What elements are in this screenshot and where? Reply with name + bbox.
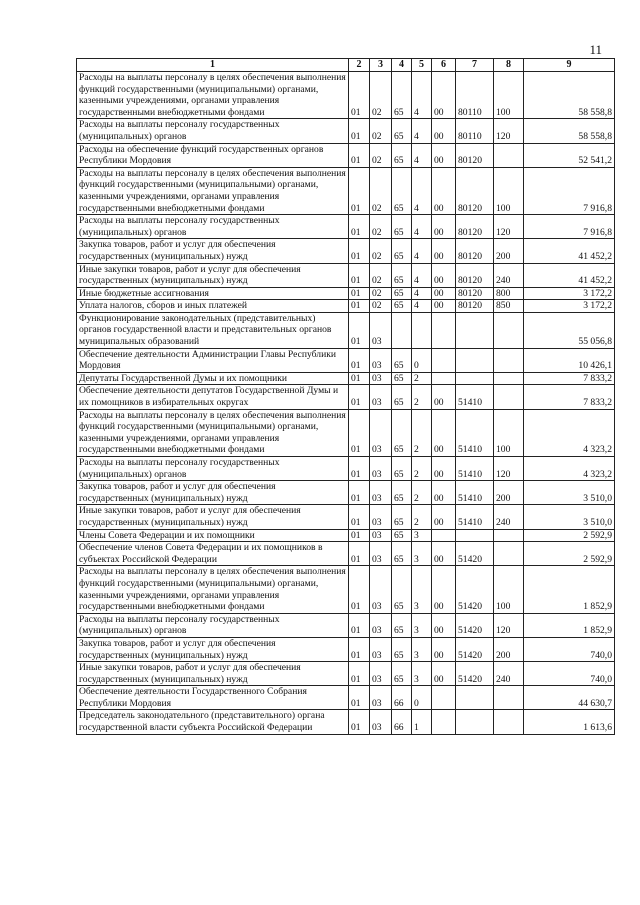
program-code-cell: 65 [392,143,412,167]
program-code-cell: 65 [392,481,412,505]
direction-code-cell: 80110 [456,72,494,119]
main-event-code-cell [432,372,456,385]
amount-cell: 3 172,2 [524,287,615,300]
direction-code-cell: 80120 [456,167,494,214]
row-name-cell: Расходы на выплаты персоналу государственных (муниципальных) органов [77,215,349,239]
subprogram-code-cell: 4 [412,300,432,313]
main-event-code-cell [432,348,456,372]
column-header: 4 [392,59,412,72]
table-row [77,566,615,613]
row-name-cell: Иные закупки товаров, работ и услуг для обеспечения государственных (муниципальных) нужд [77,505,349,529]
subprogram-code-cell: 3 [412,662,432,686]
program-code-cell: 65 [392,72,412,119]
amount-cell: 7 916,8 [524,215,615,239]
section-code-cell: 01 [349,312,370,348]
section-code-cell: 01 [349,542,370,566]
subsection-code-cell: 03 [370,529,392,542]
program-code-cell: 65 [392,566,412,613]
table-row [77,710,615,734]
table-row [77,263,615,287]
amount-cell: 52 541,2 [524,143,615,167]
table-row [77,167,615,214]
subsection-code-cell: 03 [370,662,392,686]
main-event-code-cell: 00 [432,287,456,300]
subsection-code-cell: 03 [370,372,392,385]
main-event-code-cell: 00 [432,119,456,143]
program-code-cell: 65 [392,542,412,566]
section-code-cell: 01 [349,613,370,637]
expense-type-cell [494,143,524,167]
main-event-code-cell: 00 [432,637,456,661]
column-header: 6 [432,59,456,72]
direction-code-cell: 80120 [456,263,494,287]
subprogram-code-cell: 4 [412,239,432,263]
subsection-code-cell: 03 [370,542,392,566]
subprogram-code-cell: 4 [412,72,432,119]
section-code-cell: 01 [349,239,370,263]
row-name-cell: Расходы на выплаты персоналу государственных (муниципальных) органов [77,457,349,481]
table-row [77,287,615,300]
row-name-cell: Обеспечение деятельности депутатов Государственной Думы и их помощников в избирательных округах [77,385,349,409]
budget-table [76,58,615,735]
table-row [77,372,615,385]
row-name-cell: Обеспечение членов Совета Федерации и их помощников в субъектах Российской Федерации [77,542,349,566]
subsection-code-cell: 02 [370,167,392,214]
expense-type-cell: 800 [494,287,524,300]
expense-type-cell: 120 [494,613,524,637]
main-event-code-cell: 00 [432,72,456,119]
table-row [77,348,615,372]
table-row [77,239,615,263]
direction-code-cell: 51410 [456,409,494,456]
amount-cell: 7 833,2 [524,372,615,385]
program-code-cell: 66 [392,710,412,734]
amount-cell: 4 323,2 [524,409,615,456]
subprogram-code-cell: 4 [412,119,432,143]
page-number: 11 [589,42,602,57]
program-code-cell: 65 [392,300,412,313]
expense-type-cell [494,542,524,566]
amount-cell: 1 852,9 [524,613,615,637]
amount-cell: 3 510,0 [524,481,615,505]
row-name-cell: Уплата налогов, сборов и иных платежей [77,300,349,313]
expense-type-cell: 200 [494,637,524,661]
program-code-cell: 65 [392,385,412,409]
section-code-cell: 01 [349,300,370,313]
expense-type-cell: 240 [494,505,524,529]
expense-type-cell: 200 [494,481,524,505]
table-row [77,529,615,542]
subsection-code-cell: 03 [370,385,392,409]
column-header: 3 [370,59,392,72]
table-row [77,385,615,409]
subprogram-code-cell: 4 [412,143,432,167]
amount-cell: 3 510,0 [524,505,615,529]
row-name-cell: Председатель законодательного (представительного) органа государственной власти субъекта Российской Федерации [77,710,349,734]
table-row [77,542,615,566]
subsection-code-cell: 03 [370,686,392,710]
program-code-cell: 66 [392,686,412,710]
direction-code-cell: 80120 [456,239,494,263]
row-name-cell: Закупка товаров, работ и услуг для обеспечения государственных (муниципальных) нужд [77,481,349,505]
amount-cell: 740,0 [524,662,615,686]
table-row [77,312,615,348]
subsection-code-cell: 03 [370,613,392,637]
program-code-cell: 65 [392,662,412,686]
expense-type-cell [494,710,524,734]
direction-code-cell [456,710,494,734]
table-header-row [77,59,615,72]
expense-type-cell: 200 [494,239,524,263]
main-event-code-cell: 00 [432,613,456,637]
subprogram-code-cell: 3 [412,529,432,542]
row-name-cell: Расходы на выплаты персоналу в целях обеспечения выполнения функций государственными (муниципальными) органами, казенными учреждениями, органами управления государственными внебюджетными фондами [77,72,349,119]
amount-cell: 10 426,1 [524,348,615,372]
direction-code-cell: 51410 [456,385,494,409]
program-code-cell: 65 [392,505,412,529]
expense-type-cell [494,385,524,409]
program-code-cell: 65 [392,239,412,263]
subprogram-code-cell: 2 [412,409,432,456]
amount-cell: 4 323,2 [524,457,615,481]
expense-type-cell: 850 [494,300,524,313]
subprogram-code-cell: 3 [412,613,432,637]
row-name-cell: Члены Совета Федерации и их помощники [77,529,349,542]
program-code-cell: 65 [392,348,412,372]
main-event-code-cell [432,529,456,542]
subsection-code-cell: 03 [370,409,392,456]
table-row [77,300,615,313]
main-event-code-cell: 00 [432,409,456,456]
row-name-cell: Обеспечение деятельности Государственного Собрания Республики Мордовия [77,686,349,710]
subsection-code-cell: 02 [370,72,392,119]
row-name-cell: Расходы на выплаты персоналу в целях обеспечения выполнения функций государственными (муниципальными) органами, казенными учреждениями, органами управления государственными внебюджетными фондами [77,566,349,613]
section-code-cell: 01 [349,372,370,385]
subprogram-code-cell: 4 [412,215,432,239]
row-name-cell: Расходы на выплаты персоналу государственных (муниципальных) органов [77,613,349,637]
program-code-cell: 65 [392,409,412,456]
direction-code-cell [456,529,494,542]
row-name-cell: Расходы на обеспечение функций государственных органов Республики Мордовия [77,143,349,167]
column-header: 7 [456,59,494,72]
subsection-code-cell: 03 [370,505,392,529]
expense-type-cell: 100 [494,409,524,456]
program-code-cell: 65 [392,457,412,481]
direction-code-cell [456,312,494,348]
subsection-code-cell: 02 [370,119,392,143]
subsection-code-cell: 02 [370,143,392,167]
row-name-cell: Закупка товаров, работ и услуг для обеспечения государственных (муниципальных) нужд [77,239,349,263]
main-event-code-cell: 00 [432,662,456,686]
subprogram-code-cell: 2 [412,372,432,385]
direction-code-cell: 51410 [456,457,494,481]
subsection-code-cell: 02 [370,263,392,287]
expense-type-cell: 120 [494,457,524,481]
program-code-cell: 65 [392,263,412,287]
amount-cell: 2 592,9 [524,542,615,566]
row-name-cell: Функционирование законодательных (представительных) органов государственной власти и представительных органов муниципальных образований [77,312,349,348]
expense-type-cell: 240 [494,662,524,686]
direction-code-cell [456,348,494,372]
main-event-code-cell: 00 [432,263,456,287]
amount-cell: 2 592,9 [524,529,615,542]
subprogram-code-cell: 2 [412,481,432,505]
subprogram-code-cell: 2 [412,457,432,481]
section-code-cell: 01 [349,710,370,734]
section-code-cell: 01 [349,119,370,143]
row-name-cell: Расходы на выплаты персоналу государственных (муниципальных) органов [77,119,349,143]
table-body [77,72,615,735]
main-event-code-cell: 00 [432,566,456,613]
expense-type-cell [494,686,524,710]
section-code-cell: 01 [349,348,370,372]
subsection-code-cell: 02 [370,215,392,239]
section-code-cell: 01 [349,143,370,167]
table-row [77,72,615,119]
subsection-code-cell: 02 [370,287,392,300]
subprogram-code-cell: 1 [412,710,432,734]
direction-code-cell [456,372,494,385]
program-code-cell: 65 [392,167,412,214]
section-code-cell: 01 [349,215,370,239]
row-name-cell: Иные бюджетные ассигнования [77,287,349,300]
program-code-cell [392,312,412,348]
section-code-cell: 01 [349,686,370,710]
amount-cell: 1 613,6 [524,710,615,734]
subsection-code-cell: 02 [370,239,392,263]
program-code-cell: 65 [392,119,412,143]
main-event-code-cell [432,312,456,348]
main-event-code-cell [432,710,456,734]
direction-code-cell: 80120 [456,215,494,239]
subprogram-code-cell: 0 [412,348,432,372]
main-event-code-cell: 00 [432,542,456,566]
amount-cell: 58 558,8 [524,119,615,143]
column-header: 1 [77,59,349,72]
amount-cell: 3 172,2 [524,300,615,313]
subsection-code-cell: 03 [370,348,392,372]
direction-code-cell: 51410 [456,481,494,505]
subprogram-code-cell: 2 [412,505,432,529]
section-code-cell: 01 [349,287,370,300]
main-event-code-cell: 00 [432,167,456,214]
expense-type-cell: 120 [494,119,524,143]
subsection-code-cell: 02 [370,300,392,313]
subprogram-code-cell: 4 [412,263,432,287]
main-event-code-cell: 00 [432,505,456,529]
expense-type-cell [494,312,524,348]
subprogram-code-cell: 0 [412,686,432,710]
main-event-code-cell [432,686,456,710]
program-code-cell: 65 [392,613,412,637]
section-code-cell: 01 [349,385,370,409]
direction-code-cell: 51410 [456,505,494,529]
section-code-cell: 01 [349,72,370,119]
main-event-code-cell: 00 [432,385,456,409]
table-row [77,686,615,710]
subprogram-code-cell: 4 [412,167,432,214]
direction-code-cell: 80120 [456,300,494,313]
subprogram-code-cell: 3 [412,566,432,613]
amount-cell: 1 852,9 [524,566,615,613]
row-name-cell: Иные закупки товаров, работ и услуг для обеспечения государственных (муниципальных) нужд [77,263,349,287]
section-code-cell: 01 [349,662,370,686]
subprogram-code-cell: 3 [412,637,432,661]
column-header: 5 [412,59,432,72]
amount-cell: 58 558,8 [524,72,615,119]
expense-type-cell: 100 [494,167,524,214]
table-row [77,613,615,637]
row-name-cell: Расходы на выплаты персоналу в целях обеспечения выполнения функций государственными (муниципальными) органами, казенными учреждениями, органами управления государственными внебюджетными фондами [77,409,349,456]
main-event-code-cell: 00 [432,300,456,313]
subprogram-code-cell: 3 [412,542,432,566]
main-event-code-cell: 00 [432,457,456,481]
program-code-cell: 65 [392,529,412,542]
amount-cell: 55 056,8 [524,312,615,348]
section-code-cell: 01 [349,637,370,661]
row-name-cell: Депутаты Государственной Думы и их помощники [77,372,349,385]
table-row [77,119,615,143]
table-row [77,662,615,686]
table-row [77,143,615,167]
main-event-code-cell: 00 [432,215,456,239]
table-row [77,505,615,529]
table-row [77,409,615,456]
main-event-code-cell: 00 [432,481,456,505]
subprogram-code-cell: 2 [412,385,432,409]
direction-code-cell: 51420 [456,566,494,613]
amount-cell: 7 916,8 [524,167,615,214]
direction-code-cell: 80120 [456,143,494,167]
section-code-cell: 01 [349,505,370,529]
section-code-cell: 01 [349,566,370,613]
table-row [77,481,615,505]
amount-cell: 41 452,2 [524,239,615,263]
direction-code-cell: 51420 [456,542,494,566]
expense-type-cell: 100 [494,72,524,119]
program-code-cell: 65 [392,287,412,300]
subsection-code-cell: 03 [370,457,392,481]
direction-code-cell: 80120 [456,287,494,300]
section-code-cell: 01 [349,263,370,287]
section-code-cell: 01 [349,457,370,481]
subsection-code-cell: 03 [370,481,392,505]
program-code-cell: 65 [392,637,412,661]
table-row [77,215,615,239]
direction-code-cell: 80110 [456,119,494,143]
section-code-cell: 01 [349,529,370,542]
subsection-code-cell: 03 [370,710,392,734]
amount-cell: 41 452,2 [524,263,615,287]
amount-cell: 740,0 [524,637,615,661]
subprogram-code-cell [412,312,432,348]
direction-code-cell [456,686,494,710]
subsection-code-cell: 03 [370,566,392,613]
program-code-cell: 65 [392,372,412,385]
expense-type-cell: 240 [494,263,524,287]
column-header: 8 [494,59,524,72]
direction-code-cell: 51420 [456,613,494,637]
amount-cell: 44 630,7 [524,686,615,710]
main-event-code-cell: 00 [432,239,456,263]
row-name-cell: Закупка товаров, работ и услуг для обеспечения государственных (муниципальных) нужд [77,637,349,661]
section-code-cell: 01 [349,167,370,214]
main-event-code-cell: 00 [432,143,456,167]
direction-code-cell: 51420 [456,637,494,661]
amount-cell: 7 833,2 [524,385,615,409]
table-row [77,637,615,661]
expense-type-cell [494,372,524,385]
section-code-cell: 01 [349,481,370,505]
expense-type-cell [494,529,524,542]
expense-type-cell: 100 [494,566,524,613]
subprogram-code-cell: 4 [412,287,432,300]
table-row [77,457,615,481]
row-name-cell: Расходы на выплаты персоналу в целях обеспечения выполнения функций государственными (муниципальными) органами, казенными учреждениями, органами управления государственными внебюджетными фондами [77,167,349,214]
expense-type-cell: 120 [494,215,524,239]
program-code-cell: 65 [392,215,412,239]
section-code-cell: 01 [349,409,370,456]
direction-code-cell: 51420 [456,662,494,686]
subsection-code-cell: 03 [370,312,392,348]
row-name-cell: Иные закупки товаров, работ и услуг для обеспечения государственных (муниципальных) нужд [77,662,349,686]
column-header: 2 [349,59,370,72]
column-header: 9 [524,59,615,72]
row-name-cell: Обеспечение деятельности Администрации Главы Республики Мордовия [77,348,349,372]
expense-type-cell [494,348,524,372]
subsection-code-cell: 03 [370,637,392,661]
